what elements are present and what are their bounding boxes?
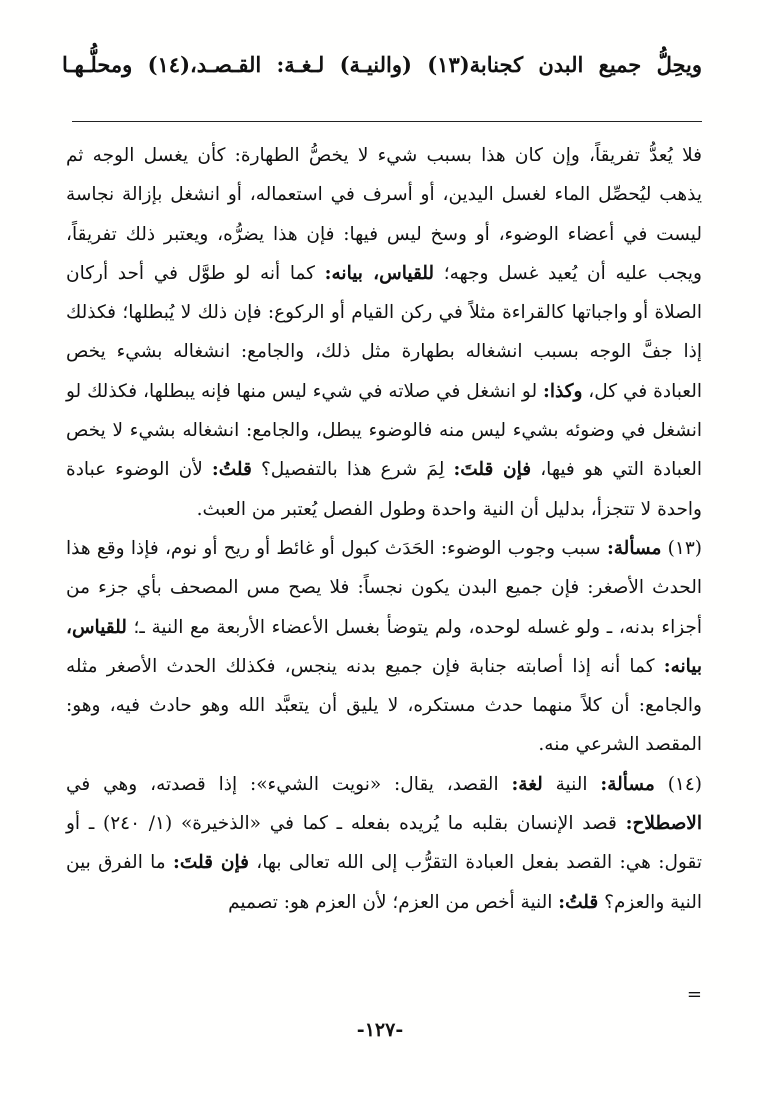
note-label: مسألة: [606, 537, 662, 559]
continuation-mark: = [686, 984, 702, 1005]
separator-rule [72, 121, 702, 122]
text-segment: قصد الإنسان بقلبه ما يُريده بفعله ـ كما في «الذخيرة» (١/ ٢٤٠) ـ أو تقول: هي: القصد بفعل العبادة التقرُّب إلى الله تعالى بها، [66, 813, 702, 874]
text-segment: كما أنه لو طوَّل في أحد أركان الصلاة أو واجباتها كالقراءة مثلاً في ركن القيام أو الركوع: فإن ذلك لا يُبطلها؛ فكذلك إذا جفَّ الوجه بسبب انشغاله بطهارة مثل ذلك، والجامع: انشغاله بشيء يخص العبادة في كل، [66, 262, 702, 402]
text-segment: لِمَ شرع هذا بالتفصيل؟ [251, 459, 454, 481]
text-segment: لأن الوضوء عبادة واحدة لا تتجزأ، بدليل أن النية واحدة وطول الفصل يُعتبر من العبث. [66, 459, 702, 520]
commentary-body [66, 136, 702, 922]
matn-header-line: ويحِلُّ جميع البدن كجنابة(١٣) (والنيـة) لـغـة: القـصـد،(١٤) ومحلُّـهـا [62, 52, 703, 77]
keyword: وكذا: [542, 380, 583, 402]
keyword: للقياس، بيانه: [66, 616, 702, 677]
page-number: -١٢٧- [356, 1019, 404, 1041]
text-segment: كما أنه إذا أصابته جنابة فإن جميع بدنه ينجس، فكذلك الحدث الأصغر مثله والجامع: أن كلاً منهما حدث مستكره، لا يليق أن يتعبَّد الله وهو حادث فيه، وهو: المقصد الشرعي منه. [66, 655, 702, 756]
note-14 [66, 765, 702, 922]
note-13 [66, 529, 702, 765]
text-segment: القصد، يقال: «نويت الشيء»: إذا قصدته، وهي في [66, 773, 512, 795]
keyword: فإن قلتَ: [453, 459, 532, 481]
note-label: مسألة: [600, 773, 655, 795]
keyword: قلتُ: [211, 459, 252, 481]
text-segment: فلا يُعدُّ تفريقاً، وإن كان هذا بسبب شيء لا يخصُّ الطهارة: كأن يغسل الوجه ثم يذهب ليُحصِّل الماء لغسل اليدين، أو أسرف في استعماله، أو انشغل بإزالة نجاسة ليست في أعضاء الوضوء، أو وسخ ليس فيها: فإن هذا يضرُّه، ويعتبر ذلك تفريقاً، ويجب عليه أن يُعيد غسل وجهه؛ [66, 145, 702, 284]
keyword: قلتُ: [558, 891, 599, 913]
main-paragraph [66, 136, 702, 529]
text-segment: لو انشغل في صلاته في شيء ليس منها فإنه يبطلها، فكذلك لو انشغل في وضوئه بشيء ليس منه فالوضوء يبطل، والجامع: انشغاله بشيء لا يخص العبادة التي هو فيها، [66, 380, 702, 481]
keyword: لغة: [511, 773, 543, 795]
keyword: الاصطلاح: [625, 813, 702, 835]
note-number: (١٤) [667, 773, 702, 795]
keyword: للقياس، بيانه: [324, 262, 435, 284]
text-segment: النية [542, 773, 601, 795]
text-segment: ما الفرق بين النية والعزم؟ [66, 852, 702, 913]
text-segment: سبب وجوب الوضوء: الحَدَث كبول أو غائط أو ريح أو نوم، فإذا وقع هذا الحدث الأصغر: فإن جميع البدن يكون نجساً: فلا يصح مس المصحف بأي جزء من أجزاء بدنه، ـ ولو غسله لوحده، ولم يتوضأ بغسل الأعضاء الأربعة مع النية ـ؛ [66, 537, 702, 638]
keyword: فإن قلتَ: [173, 852, 249, 874]
note-number: (١٣) [667, 537, 702, 559]
text-segment: النية أخص من العزم؛ لأن العزم هو: تصميم [228, 891, 559, 913]
